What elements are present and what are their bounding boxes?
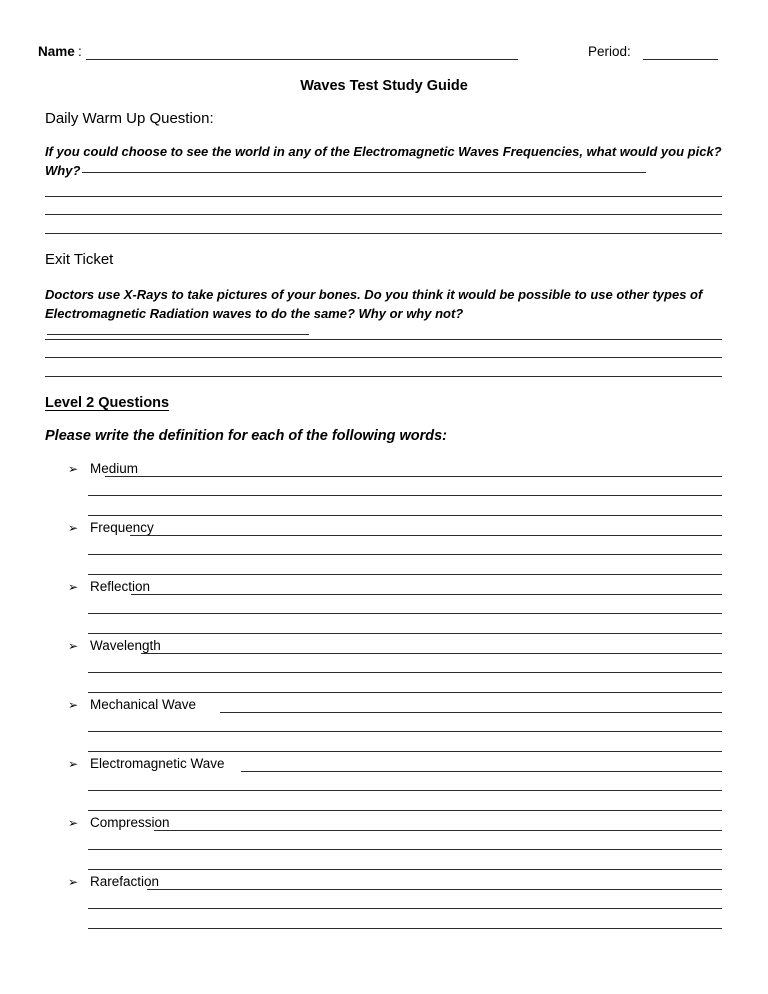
vocabulary-answer-line[interactable]	[88, 790, 722, 791]
exit-ticket-answer-line-3[interactable]	[45, 376, 722, 377]
vocabulary-item	[0, 815, 768, 871]
vocabulary-item	[0, 520, 768, 576]
vocabulary-answer-line[interactable]	[88, 495, 722, 496]
vocabulary-term-label: Reflection	[90, 579, 151, 594]
warm-up-heading: Daily Warm Up Question:	[45, 110, 214, 127]
vocabulary-answer-line[interactable]	[241, 771, 722, 772]
vocabulary-answer-line[interactable]	[88, 692, 722, 693]
header-row	[0, 44, 768, 64]
arrow-bullet-icon: ➢	[68, 639, 79, 653]
arrow-bullet-icon: ➢	[68, 580, 79, 594]
vocabulary-answer-line[interactable]	[88, 869, 722, 870]
period-blank-line[interactable]	[643, 59, 718, 60]
arrow-bullet-icon: ➢	[68, 462, 79, 476]
vocabulary-answer-line[interactable]	[88, 810, 722, 811]
arrow-bullet-icon: ➢	[68, 698, 79, 712]
name-colon: :	[78, 44, 82, 59]
vocabulary-item	[0, 638, 768, 694]
vocabulary-answer-line[interactable]	[147, 889, 722, 890]
arrow-bullet-icon: ➢	[68, 816, 79, 830]
vocabulary-item	[0, 697, 768, 753]
vocabulary-item	[0, 874, 768, 930]
exit-ticket-heading: Exit Ticket	[45, 251, 114, 268]
exit-ticket-answer-line-0[interactable]	[47, 334, 309, 335]
exit-ticket-answer-line-2[interactable]	[45, 357, 722, 358]
vocabulary-answer-line[interactable]	[220, 712, 722, 713]
vocabulary-term-label: Compression	[90, 815, 170, 830]
vocabulary-term-label: Electromagnetic Wave	[90, 756, 225, 771]
vocabulary-answer-line[interactable]	[88, 908, 722, 909]
vocabulary-term-label: Frequency	[90, 520, 154, 535]
vocabulary-item	[0, 579, 768, 635]
exit-ticket-prompt-line1: Doctors use X-Rays to take pictures of your bones. Do you think it would be possible to use other types of	[45, 287, 703, 302]
warm-up-prompt-line2: Why?	[45, 163, 81, 178]
vocabulary-answer-line[interactable]	[88, 672, 722, 673]
vocabulary-answer-line[interactable]	[88, 633, 722, 634]
vocabulary-answer-line[interactable]	[88, 574, 722, 575]
vocabulary-answer-line[interactable]	[131, 594, 722, 595]
vocabulary-term-label: Medium	[90, 461, 139, 476]
level-2-heading: Level 2 Questions	[45, 395, 170, 411]
vocabulary-answer-line[interactable]	[88, 554, 722, 555]
warm-up-answer-line-2[interactable]	[45, 214, 722, 215]
vocabulary-answer-line[interactable]	[130, 535, 722, 536]
vocabulary-term-label: Mechanical Wave	[90, 697, 197, 712]
warm-up-prompt-line1: If you could choose to see the world in any of the Electromagnetic Waves Frequencies, what would you pick?	[45, 144, 722, 159]
name-blank-line[interactable]	[86, 59, 518, 60]
period-label: Period:	[588, 44, 631, 59]
exit-ticket-answer-line-1[interactable]	[45, 339, 722, 340]
warm-up-answer-line-1[interactable]	[45, 196, 722, 197]
vocabulary-answer-line[interactable]	[88, 613, 722, 614]
arrow-bullet-icon: ➢	[68, 757, 79, 771]
vocabulary-term-label: Wavelength	[90, 638, 161, 653]
vocabulary-answer-line[interactable]	[105, 476, 722, 477]
vocabulary-answer-line[interactable]	[154, 830, 722, 831]
warm-up-answer-line-0[interactable]	[82, 172, 646, 173]
arrow-bullet-icon: ➢	[68, 875, 79, 889]
vocabulary-answer-line[interactable]	[88, 731, 722, 732]
exit-ticket-prompt	[45, 285, 725, 342]
vocabulary-item	[0, 461, 768, 517]
exit-ticket-prompt-line2: Electromagnetic Radiation waves to do the same? Why or why not?	[45, 306, 464, 321]
vocabulary-answer-line[interactable]	[88, 515, 722, 516]
page-title: Waves Test Study Guide	[300, 78, 468, 94]
level-2-instruction: Please write the definition for each of the following words:	[45, 428, 448, 444]
vocabulary-answer-line[interactable]	[88, 751, 722, 752]
warm-up-prompt	[45, 142, 725, 180]
vocabulary-answer-line[interactable]	[88, 928, 722, 929]
arrow-bullet-icon: ➢	[68, 521, 79, 535]
warm-up-answer-line-3[interactable]	[45, 233, 722, 234]
vocabulary-item	[0, 756, 768, 812]
vocabulary-answer-line[interactable]	[141, 653, 722, 654]
vocabulary-answer-line[interactable]	[88, 849, 722, 850]
name-label: Name	[38, 44, 75, 59]
vocabulary-term-label: Rarefaction	[90, 874, 160, 889]
